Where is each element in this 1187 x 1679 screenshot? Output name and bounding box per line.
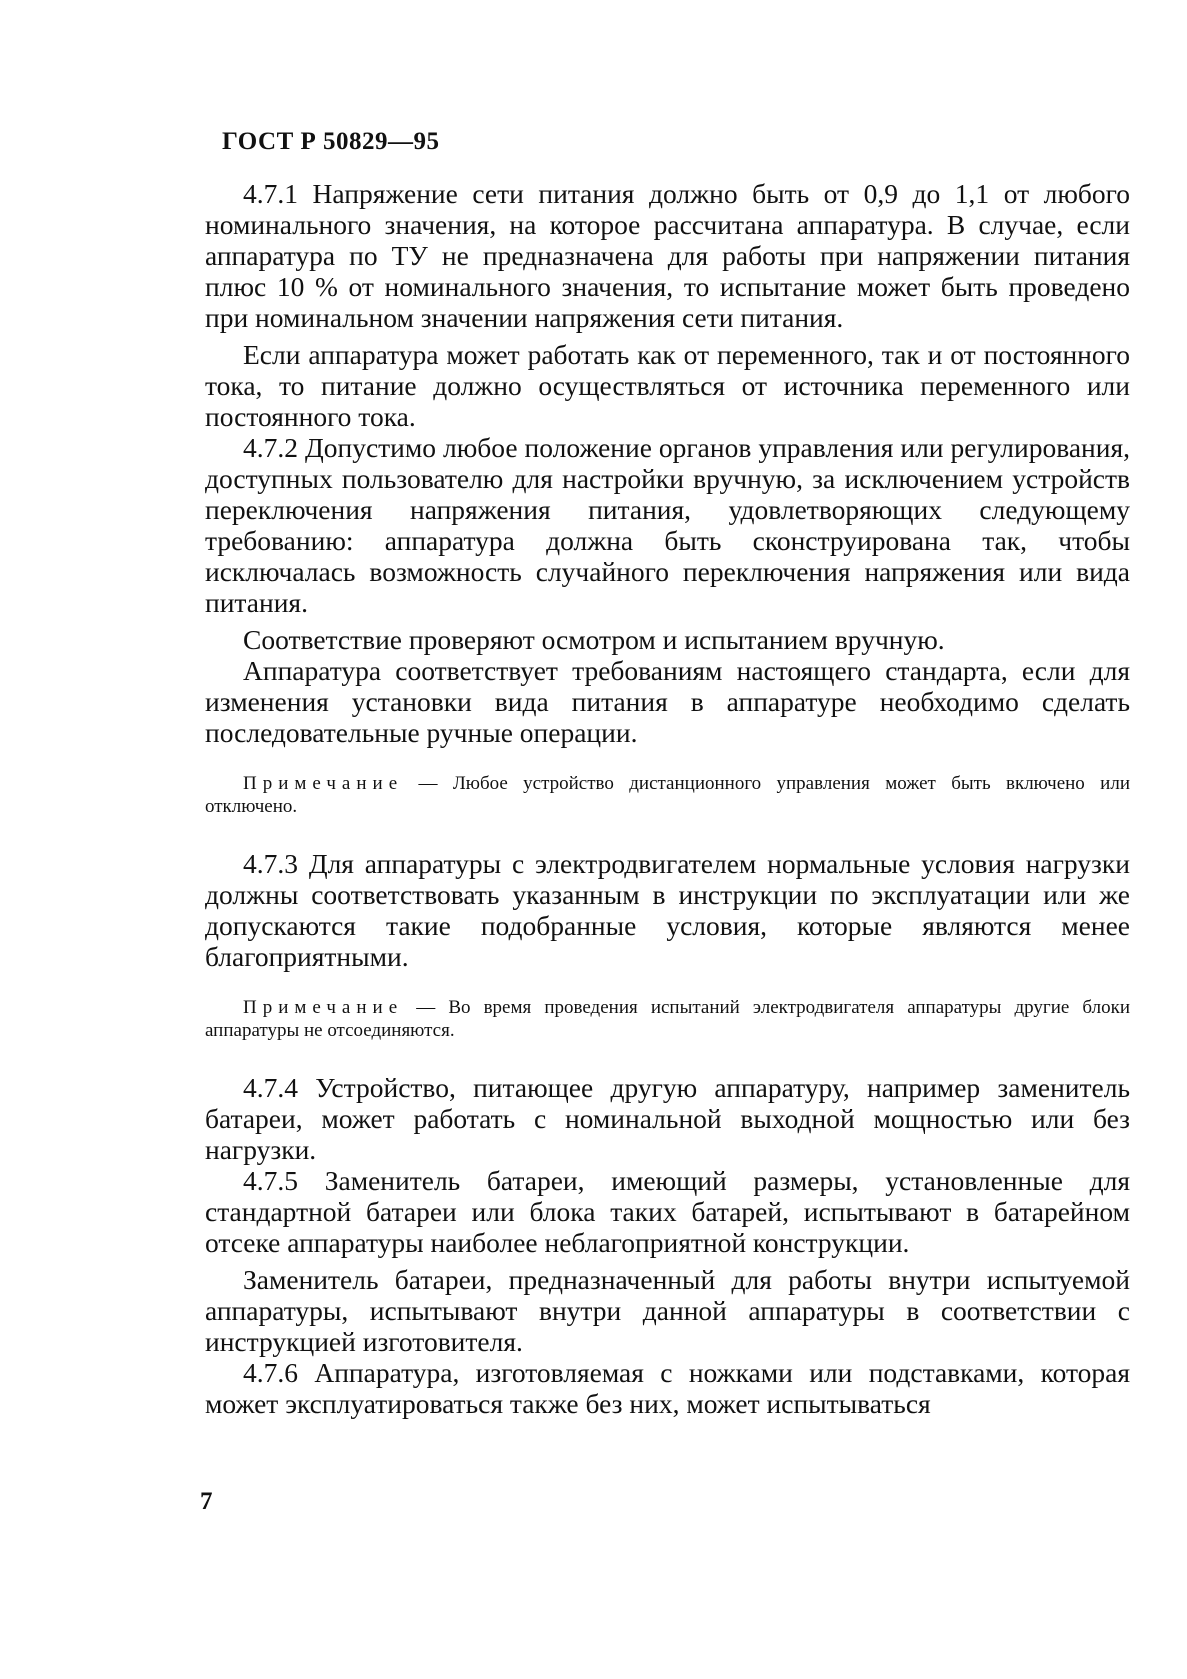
note-text: — Во время проведения испытаний электродвигателя аппаратуры другие блоки аппаратуры не отсоединяются. bbox=[205, 997, 1130, 1041]
paragraph-4-7-2: 4.7.2 Допустимо любое положение органов управления или регулирования, доступных пользователю для настройки вручную, за исключением устройств переключения напряжения питания, удовлетворяющих следующему требованию: аппаратура должна быть сконструирована так, чтобы исключалась возможность случайного переключения напряжения или вида питания. bbox=[205, 432, 1130, 618]
note-motor-test bbox=[205, 996, 1130, 1042]
paragraph-compliance-check: Соответствие проверяют осмотром и испытанием вручную. bbox=[243, 624, 945, 655]
note-label: Примечание bbox=[243, 773, 404, 794]
paragraph-battery-substitute: Заменитель батареи, предназначенный для работы внутри испытуемой аппаратуры, испытывают внутри данной аппаратуры в соответствии с инструкцией изготовителя. bbox=[205, 1264, 1130, 1357]
page-number: 7 bbox=[200, 1488, 213, 1515]
paragraph-4-7-3: 4.7.3 Для аппаратуры с электродвигателем нормальные условия нагрузки должны соответствовать указанным в инструкции по эксплуатации или же допускаются такие подобранные условия, которые являются менее благоприятными. bbox=[205, 848, 1130, 972]
note-remote-control bbox=[205, 772, 1130, 818]
paragraph-4-7-1: 4.7.1 Напряжение сети питания должно быть от 0,9 до 1,1 от любого номинального значения, на которое рассчитана аппаратура. В случае, если аппаратура по ТУ не предназначена для работы при напряжении питания плюс 10 % от номинального значения, то испытание может быть проведено при номинальном значении напряжения сети питания. bbox=[205, 178, 1130, 333]
paragraph-4-7-4: 4.7.4 Устройство, питающее другую аппаратуру, например заменитель батареи, может работать с номинальной выходной мощностью или без нагрузки. bbox=[205, 1072, 1130, 1165]
note-text: — Любое устройство дистанционного управления может быть включено или отключено. bbox=[205, 773, 1130, 817]
paragraph-compliance-condition: Аппаратура соответствует требованиям настоящего стандарта, если для изменения установки вида питания в аппаратуре необходимо сделать последовательные ручные операции. bbox=[205, 655, 1130, 748]
document-code-header: ГОСТ Р 50829—95 bbox=[222, 128, 440, 155]
note-label: Примечание bbox=[243, 997, 404, 1018]
document-body bbox=[205, 178, 1130, 1419]
paragraph-4-7-6: 4.7.6 Аппаратура, изготовляемая с ножками или подставками, которая может эксплуатироваться также без них, может испытываться bbox=[205, 1357, 1130, 1419]
paragraph-4-7-5: 4.7.5 Заменитель батареи, имеющий размеры, установленные для стандартной батареи или блока таких батарей, испытывают в батарейном отсеке аппаратуры наиболее неблагоприятной конструкции. bbox=[205, 1165, 1130, 1258]
paragraph-power-ac-dc: Если аппаратура может работать как от переменного, так и от постоянного тока, то питание должно осуществляться от источника переменного или постоянного тока. bbox=[205, 339, 1130, 432]
